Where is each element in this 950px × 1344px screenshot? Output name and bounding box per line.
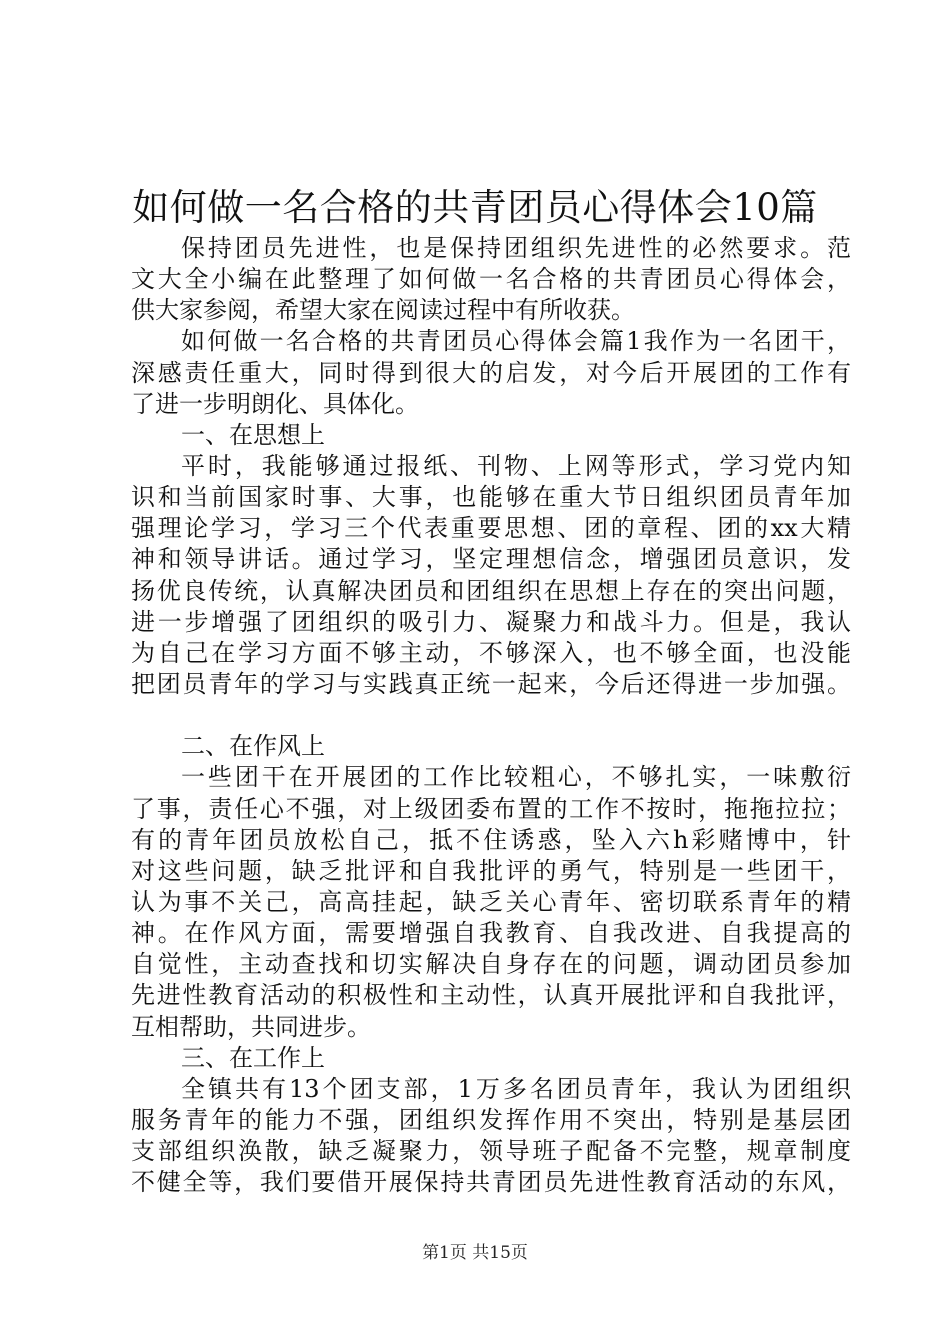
paragraph-style-line-3: 有的青年团员放松自己，抵不住诱惑，坠入六h彩赌博中，针 xyxy=(131,825,851,854)
paragraph-article1-line-2: 深感责任重大，同时得到很大的启发，对今后开展团的工作有 xyxy=(131,358,851,387)
paragraph-thought-line-6: 进一步增强了团组织的吸引力、凝聚力和战斗力。但是，我认 xyxy=(131,607,851,636)
paragraph-intro-line-1: 保持团员先进性，也是保持团组织先进性的必然要求。范 xyxy=(181,234,851,262)
document-body xyxy=(131,233,851,1198)
paragraph-style-line-4: 对这些问题，缺乏批评和自我批评的勇气，特别是一些团干， xyxy=(131,856,851,885)
paragraph-style-line-7: 自觉性，主动查找和切实解决自身存在的问题，调动团员参加 xyxy=(131,950,851,979)
paragraph-thought-line-5: 扬优良传统，认真解决团员和团组织在思想上存在的突出问题， xyxy=(131,576,851,605)
paragraph-article1-line-1: 如何做一名合格的共青团员心得体会篇1我作为一名团干， xyxy=(181,327,851,356)
page-number-footer: 第1页 共15页 xyxy=(422,1243,528,1263)
paragraph-work-line-3: 支部组织涣散，缺乏凝聚力，领导班子配备不完整，规章制度 xyxy=(131,1137,851,1166)
paragraph-style-line-6: 神。在作风方面，需要增强自我教育、自我改进、自我提高的 xyxy=(131,919,851,948)
paragraph-work-line-2: 服务青年的能力不强，团组织发挥作用不突出，特别是基层团 xyxy=(131,1105,851,1134)
paragraph-intro-line-2: 文大全小编在此整理了如何做一名合格的共青团员心得体会， xyxy=(131,265,851,294)
paragraph-style-line-5: 认为事不关己，高高挂起，缺乏关心青年、密切联系青年的精 xyxy=(131,887,851,916)
paragraph-work-line-4: 不健全等，我们要借开展保持共青团员先进性教育活动的东风， xyxy=(131,1168,851,1197)
paragraph-thought-line-7: 为自己在学习方面不够主动，不够深入，也不够全面，也没能 xyxy=(131,638,851,667)
paragraph-article1-line-3: 了进一步明朗化、具体化。 xyxy=(131,389,419,418)
paragraph-thought-line-1: 平时，我能够通过报纸、刊物、上网等形式，学习党内知 xyxy=(181,451,851,480)
document-title: 如何做一名合格的共青团员心得体会10篇 xyxy=(132,186,818,229)
paragraph-intro-line-3: 供大家参阅，希望大家在阅读过程中有所收获。 xyxy=(131,296,635,325)
section-heading-style: 二、在作风上 xyxy=(181,732,325,761)
paragraph-work-line-1: 全镇共有13个团支部，1万多名团员青年，我认为团组织 xyxy=(181,1074,851,1103)
section-heading-thought: 一、在思想上 xyxy=(181,420,325,449)
section-heading-work: 三、在工作上 xyxy=(181,1043,325,1072)
paragraph-thought-line-8: 把团员青年的学习与实践真正统一起来，今后还得进一步加强。 xyxy=(131,669,851,698)
paragraph-style-line-1: 一些团干在开展团的工作比较粗心，不够扎实，一味敷衍 xyxy=(181,763,851,792)
paragraph-style-line-2: 了事，责任心不强，对上级团委布置的工作不按时，拖拖拉拉； xyxy=(131,794,851,823)
paragraph-thought-line-3: 强理论学习，学习三个代表重要思想、团的章程、团的xx大精 xyxy=(131,514,851,543)
paragraph-thought-line-2: 识和当前国家时事、大事，也能够在重大节日组织团员青年加 xyxy=(131,483,851,512)
paragraph-style-line-8: 先进性教育活动的积极性和主动性，认真开展批评和自我批评， xyxy=(131,981,851,1010)
paragraph-style-line-9: 互相帮助，共同进步。 xyxy=(131,1012,371,1041)
blank-line xyxy=(131,700,851,731)
paragraph-thought-line-4: 神和领导讲话。通过学习，坚定理想信念，增强团员意识，发 xyxy=(131,545,851,574)
